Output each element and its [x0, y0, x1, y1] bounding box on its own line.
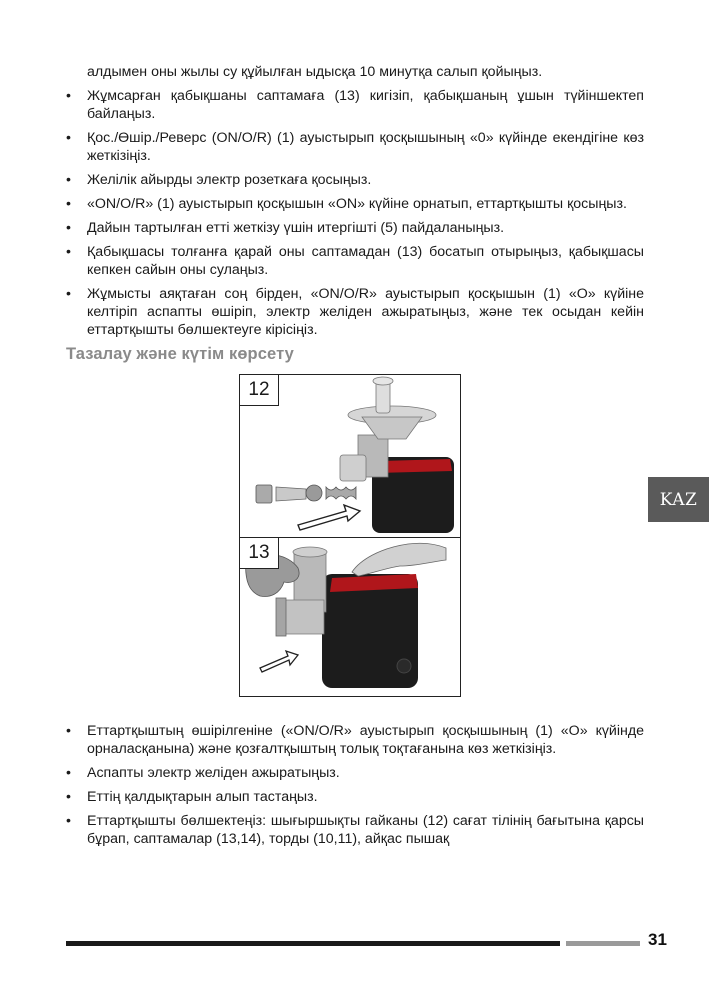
grinder-outlet: [280, 600, 324, 634]
ring-nut: [256, 485, 272, 503]
bullet-icon: •: [66, 813, 71, 829]
list-item-text: Аспапты электр желіден ажыратыңыз.: [87, 765, 340, 781]
list-item-text: Қабықшасы толғанға қарай оны саптамадан (13) босатып отырыңыз, қабықшасы кепкен сайын оны сулаңыз.: [87, 244, 644, 278]
list-item-text: «ON/O/R» (1) ауыстырып қосқышын «ON» күйіне орнатып, еттартқышты қосыңыз.: [87, 196, 627, 212]
panel-number-12: 12: [240, 375, 279, 406]
grinding-plate: [306, 485, 322, 501]
bullet-icon: •: [66, 220, 71, 236]
bullet-icon: •: [66, 88, 71, 104]
figure-panel-12: [239, 374, 461, 538]
list-item: [66, 195, 644, 213]
list-item: [66, 722, 644, 758]
grinder-outlet: [340, 455, 366, 481]
bullet-icon: •: [66, 789, 71, 805]
disassembly-figure: [239, 374, 461, 698]
motor-top-accent: [378, 459, 452, 473]
direction-arrow: [260, 651, 298, 672]
bullet-icon: •: [66, 130, 71, 146]
nozzle-part: [276, 487, 306, 501]
bullet-list-bottom: [66, 722, 644, 848]
bullet-icon: •: [66, 244, 71, 260]
list-item: [66, 129, 644, 165]
list-item-text: Еттің қалдықтарын алып тастаңыз.: [87, 789, 318, 805]
footer-rule-dark: [66, 941, 560, 946]
list-item: [66, 285, 644, 339]
auger: [326, 487, 356, 499]
list-item-text: Еттартқышты бөлшектеңіз: шығыршықты гайканы (12) сағат тілінің бағытына қарсы бұрап, саптамалар (13,14), торды (10,11), айқас пышақ: [87, 813, 644, 847]
list-item: [66, 764, 644, 782]
list-item: [66, 87, 644, 123]
bullet-icon: •: [66, 765, 71, 781]
section-title: Тазалау және күтім көрсету: [66, 345, 294, 363]
list-item-text: Жұмсарған қабықшаны саптамаға (13) кигізіп, қабықшаның ұшын түйіншектеп байлаңыз.: [87, 88, 644, 122]
list-item-text: Желілік айырды электр розеткаға қосыңыз.: [87, 172, 372, 188]
intro-continuation: алдымен оны жылы су құйылған ыдысқа 10 минутқа салып қойыңыз.: [87, 64, 543, 80]
list-item-text: Қос./Өшір./Реверс (ON/O/R) (1) ауыстырып қосқышының «0» күйінде екендігіне көз жеткізіңіз.: [87, 130, 644, 164]
language-tab: KAZ: [648, 477, 709, 522]
list-item: [66, 788, 644, 806]
figure-panel-13: [239, 537, 461, 697]
list-item: [66, 171, 644, 189]
feed-opening: [293, 547, 327, 557]
direction-arrow: [298, 505, 360, 530]
footer-rule-grey: [566, 941, 640, 946]
pointing-hand: [352, 543, 446, 576]
page-number: 31: [648, 930, 667, 949]
bullet-icon: •: [66, 196, 71, 212]
bullet-icon: •: [66, 286, 71, 302]
list-item: [66, 219, 644, 237]
list-item: [66, 812, 644, 848]
ring-nut: [276, 598, 286, 636]
list-item-text: Еттартқыштың өшірілгеніне («ON/O/R» ауыстырып қосқышының (1) «О» күйінде орналасқанына) және қозғалтқыштың толық тоқтағанына көз жеткізіңіз.: [87, 723, 644, 757]
pusher-cap: [373, 377, 393, 385]
foot: [397, 659, 411, 673]
bullet-icon: •: [66, 172, 71, 188]
list-item-text: Дайын тартылған етті жеткізу үшін итергішті (5) пайдаланыңыз.: [87, 220, 505, 236]
list-item: [66, 243, 644, 279]
page-content: [66, 63, 644, 854]
bullet-list-top: [66, 87, 644, 339]
panel-number-13: 13: [240, 538, 279, 569]
bullet-icon: •: [66, 723, 71, 739]
list-item-text: Жұмысты аяқтаған соң бірден, «ON/O/R» ауыстырып қосқышын (1) «О» күйіне келтіріп аспапты өшіріп, электр желіден ажыратыңыз, және тек осыдан кейін еттартқышты бөлшектеуге кірісіңіз.: [87, 286, 644, 338]
